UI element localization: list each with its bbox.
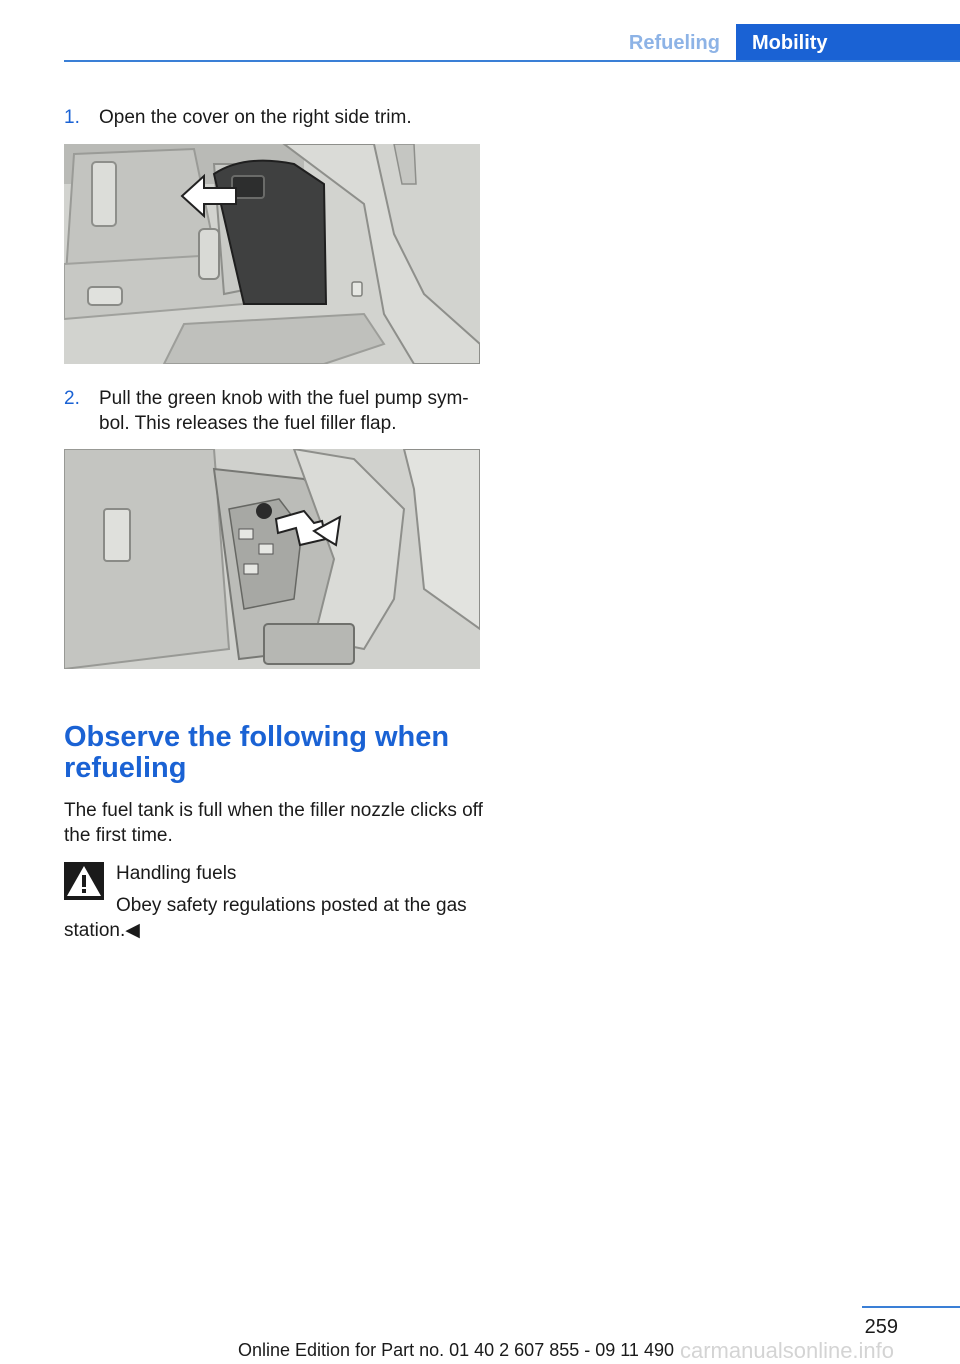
page-number: 259 — [864, 1316, 898, 1338]
watermark: carmanualsonline.info — [680, 1338, 895, 1363]
header-rule — [64, 60, 960, 62]
figure-side-trim-cover — [64, 144, 480, 364]
step-text: Pull the green knob with the fuel pump sym‐bol. This releases the fuel filler flap. — [99, 388, 469, 434]
fuel-release-knob-illustration — [64, 449, 480, 669]
section-paragraph: The fuel tank is full when the filler nozzle clicks off the first time. — [64, 800, 483, 846]
footer-rule — [862, 1306, 960, 1308]
step-number: 1. — [64, 107, 80, 128]
warning-triangle-icon — [64, 862, 104, 900]
warning-body-line1: Obey safety regulations posted at the gas — [116, 895, 467, 916]
warning-title: Handling fuels — [116, 863, 237, 884]
header-tab-mobility: Mobility — [736, 24, 960, 62]
figure-fuel-release-knob — [64, 449, 480, 669]
warning-body-line2: station.◀ — [64, 920, 140, 941]
header-tab-refueling: Refueling — [628, 32, 720, 54]
step-2 — [64, 386, 484, 438]
section-title: Observe the following when refueling — [64, 721, 450, 784]
step-number: 2. — [64, 388, 80, 409]
step-text: Open the cover on the right side trim. — [99, 107, 412, 128]
footer-edition: Online Edition for Part no. 01 40 2 607 855 - 09 11 490 — [238, 1340, 674, 1360]
trunk-side-trim-illustration — [64, 144, 480, 364]
